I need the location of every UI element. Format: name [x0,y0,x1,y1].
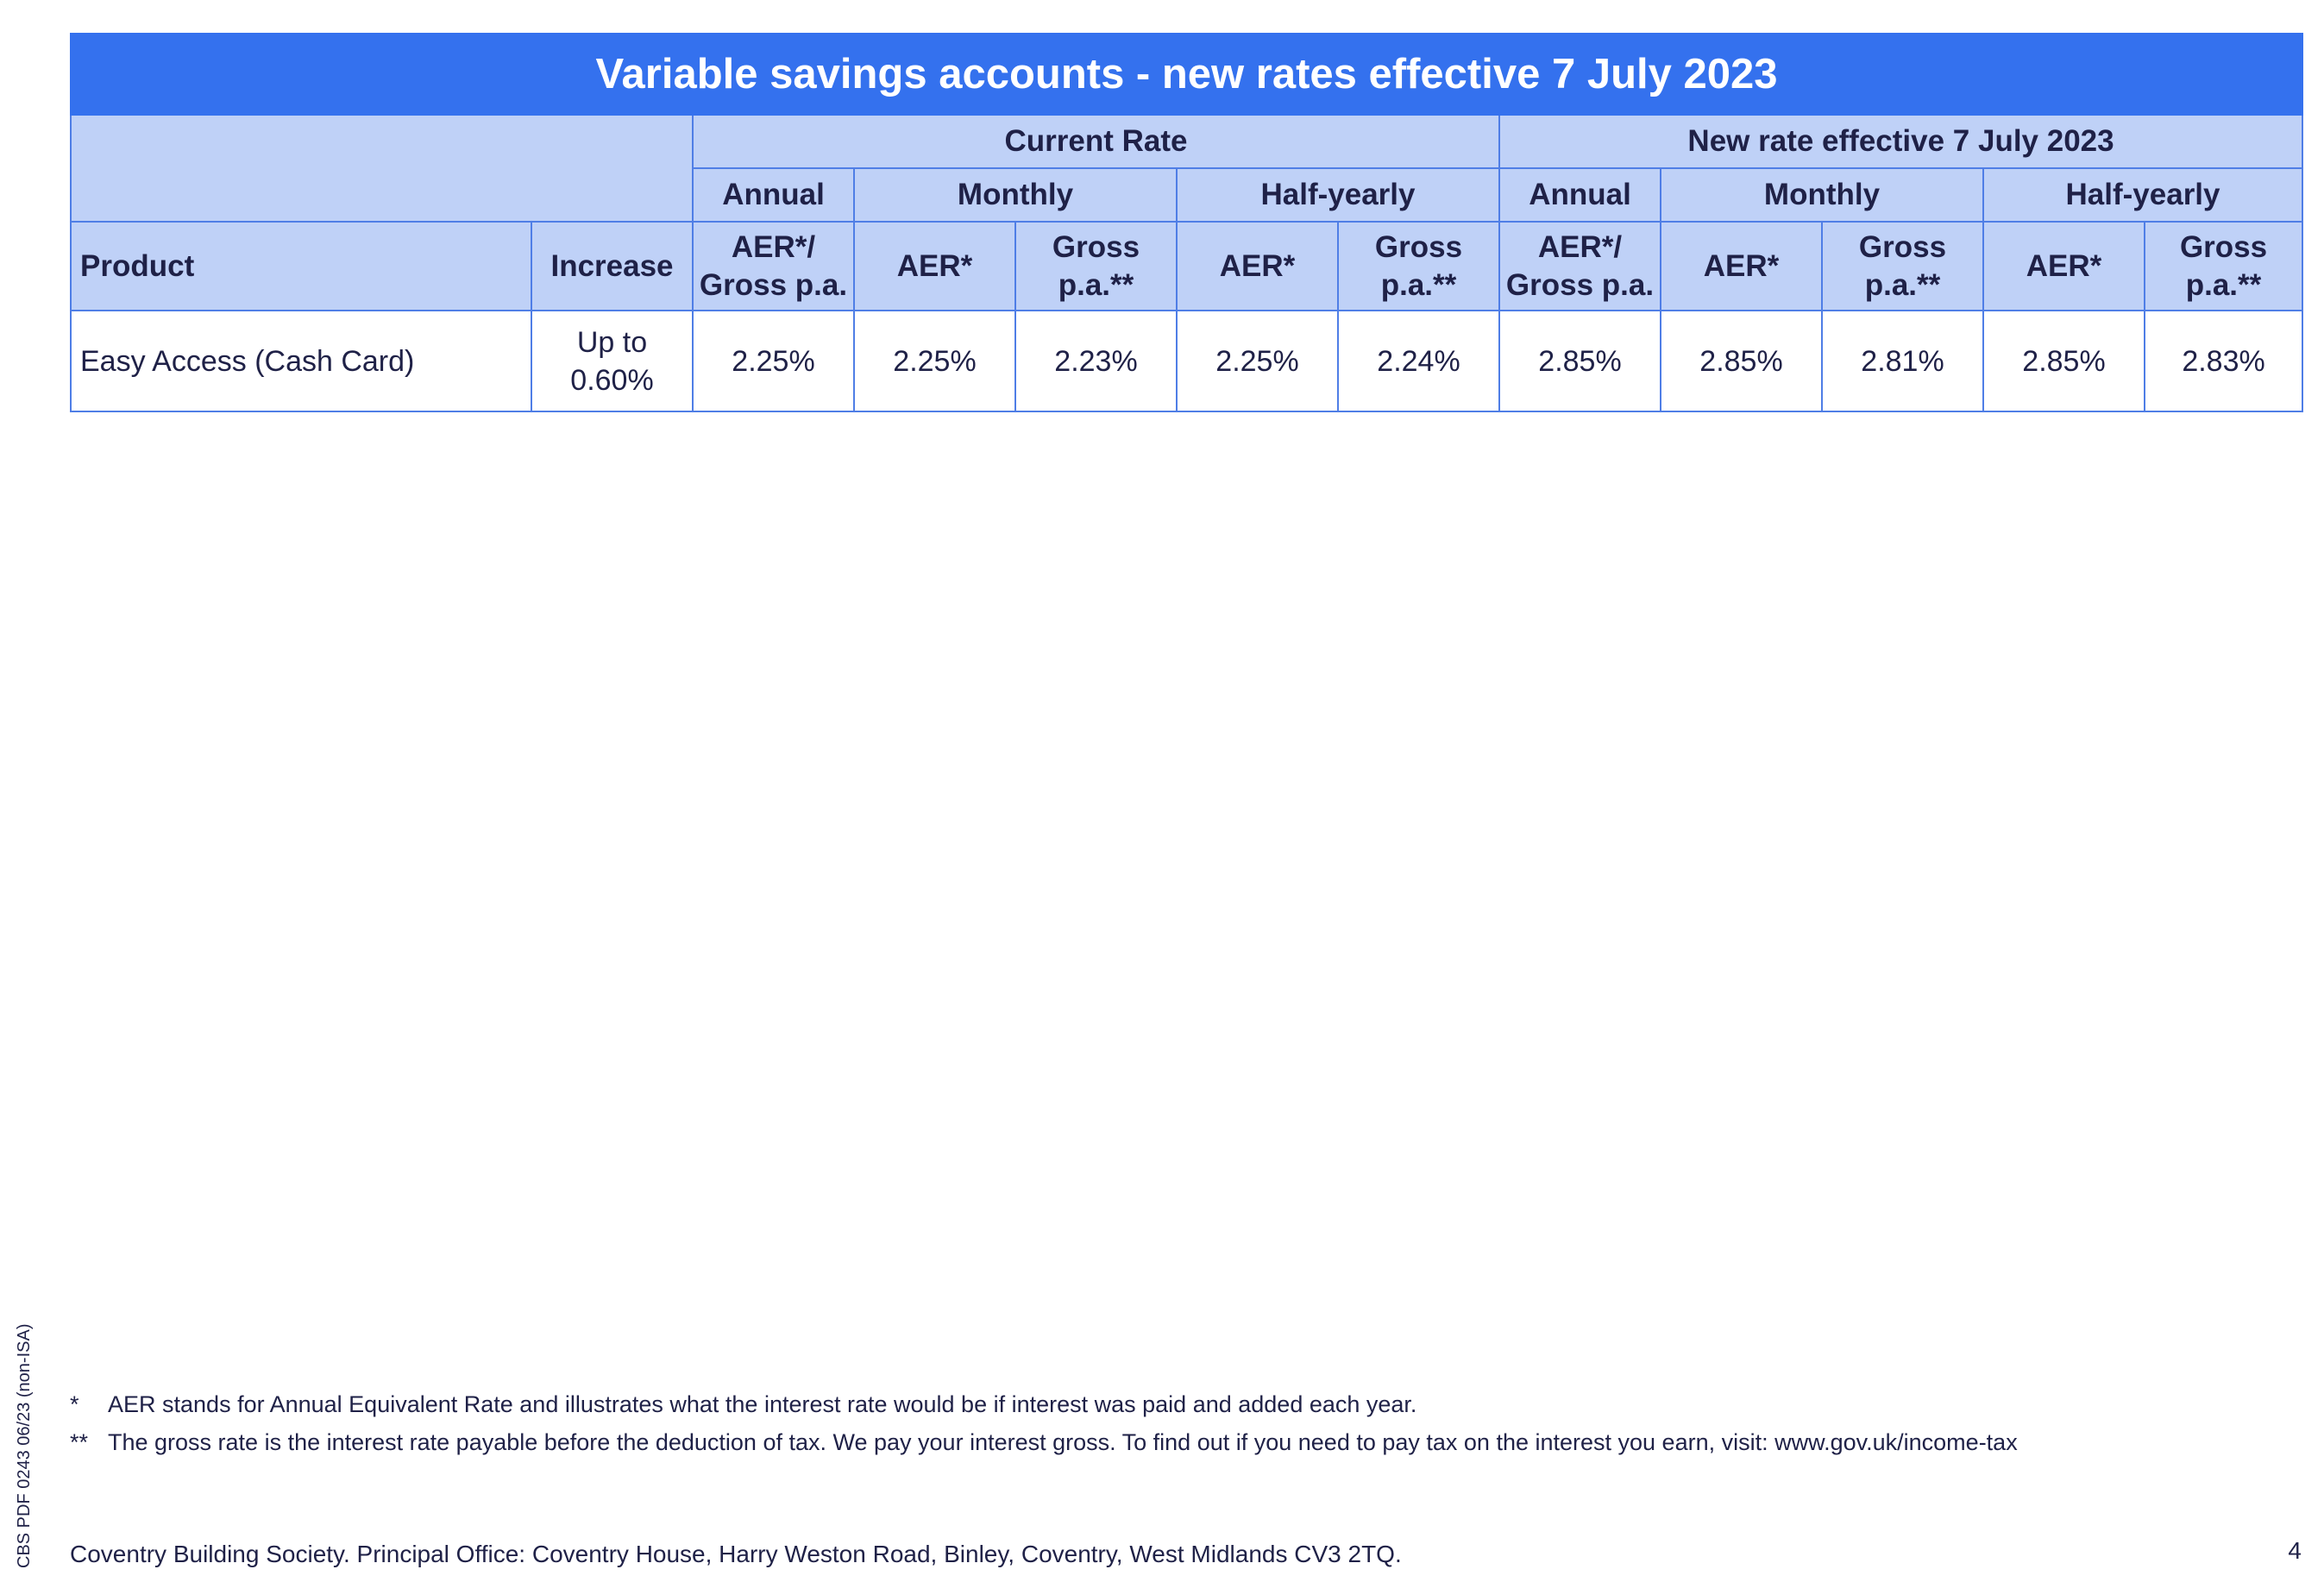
new-rate-header: New rate effective 7 July 2023 [1499,115,2302,168]
header-line: Gross [1858,229,1947,264]
table-row [71,311,2302,411]
current-half-yearly-header: Half-yearly [1177,168,1499,222]
current-annual-cell: 2.25% [693,311,854,411]
blank-header-cell [71,115,693,222]
new-half-yearly-header: Half-yearly [1983,168,2302,222]
new-half-aer-header: AER* [1983,222,2145,311]
current-annual-aer-header [693,222,854,311]
footnote-text: The gross rate is the interest rate payable before the deduction of tax. We pay your interest gross. To find out if you need to pay tax on the interest you earn, visit: www.gov.uk/income-tax [108,1429,2018,1455]
new-annual-aer-header [1499,222,1661,311]
current-half-gross-cell: 2.24% [1338,311,1499,411]
header-line: Gross p.a. [699,267,848,302]
new-annual-header: Annual [1499,168,1661,222]
increase-column-header: Increase [531,222,693,311]
rates-table [70,33,2303,412]
footnote-mark: ** [70,1429,89,1455]
current-half-aer-header: AER* [1177,222,1338,311]
header-line: p.a.** [1864,267,1941,302]
current-monthly-aer-cell: 2.25% [854,311,1015,411]
new-monthly-header: Monthly [1661,168,1983,222]
header-line: Gross [1052,229,1140,264]
new-monthly-gross-cell: 2.81% [1822,311,1983,411]
new-monthly-gross-header [1822,222,1983,311]
header-line: p.a.** [2185,267,2262,302]
cell-line: 0.60% [570,363,654,397]
new-monthly-aer-cell: 2.85% [1661,311,1822,411]
footnote-gross [70,1423,2278,1461]
new-monthly-aer-header: AER* [1661,222,1822,311]
header-line: p.a.** [1058,267,1134,302]
header-line: p.a.** [1380,267,1457,302]
header-line: Gross p.a. [1505,267,1655,302]
current-half-aer-cell: 2.25% [1177,311,1338,411]
current-rate-header: Current Rate [693,115,1499,168]
header-line: AER*/ [1537,229,1623,264]
current-monthly-gross-header [1015,222,1177,311]
header-line: Gross [1374,229,1463,264]
footnotes [70,1385,2278,1461]
header-line: AER*/ [731,229,816,264]
new-half-gross-cell: 2.83% [2145,311,2302,411]
footnote-mark: * [70,1391,79,1417]
product-column-header: Product [71,222,531,311]
footer-address: Coventry Building Society. Principal Office: Coventry House, Harry Weston Road, Binley, Coventry, West Midlands CV3 2TQ. [70,1541,1402,1567]
new-annual-cell: 2.85% [1499,311,1661,411]
table-title: Variable savings accounts - new rates effective 7 July 2023 [71,34,2302,115]
increase-cell [531,311,693,411]
new-half-aer-cell: 2.85% [1983,311,2145,411]
cell-line: Up to [576,325,648,359]
current-monthly-header: Monthly [854,168,1177,222]
header-line: Gross [2179,229,2268,264]
current-monthly-gross-cell: 2.23% [1015,311,1177,411]
document-reference-code: CBS PDF 0243 06/23 (non-ISA) [15,1323,34,1568]
footnote-aer [70,1385,2278,1423]
page-number: 4 [2288,1537,2302,1564]
current-half-gross-header [1338,222,1499,311]
footnote-text: AER stands for Annual Equivalent Rate and illustrates what the interest rate would be if interest was paid and added each year. [108,1391,1417,1417]
product-cell: Easy Access (Cash Card) [71,311,531,411]
current-annual-header: Annual [693,168,854,222]
current-monthly-aer-header: AER* [854,222,1015,311]
new-half-gross-header [2145,222,2302,311]
